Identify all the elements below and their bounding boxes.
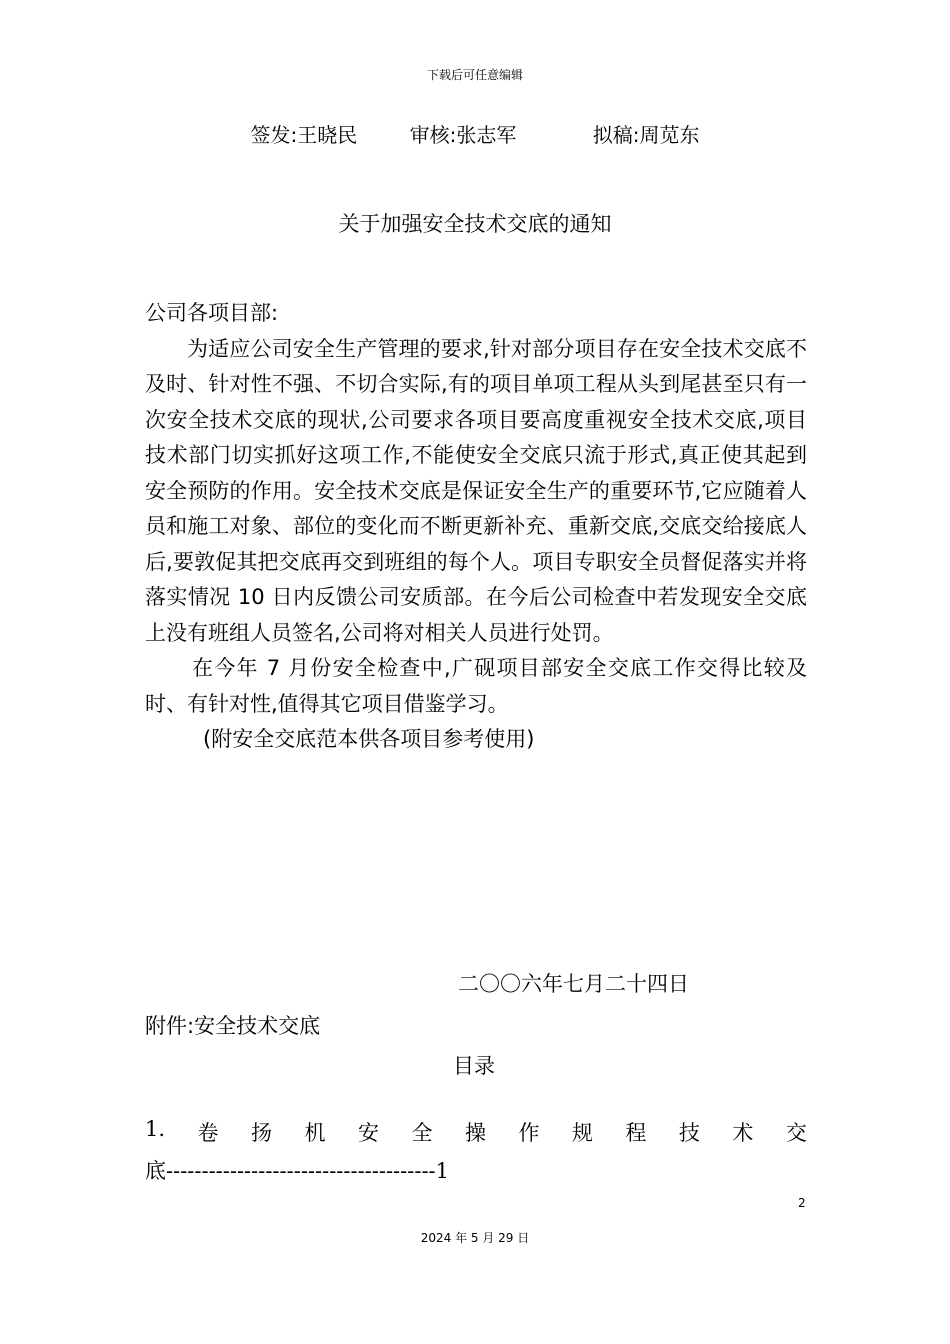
signers-line (0, 119, 950, 148)
page-number: 2 (798, 1196, 806, 1210)
toc-item-1-continuation[interactable]: 底--------------------------------------1 (145, 1159, 449, 1183)
toc-char: 交 (785, 1121, 807, 1145)
salutation: 公司各项目部: (145, 301, 279, 325)
toc-char: 全 (411, 1121, 433, 1145)
paragraph-1: 为适应公司安全生产管理的要求,针对部分项目存在安全技术交底不及时、针对性不强、不切合实际,有的项目单项工程从头到尾甚至只有一次安全技术交底的现状,公司要求各项目要高度重视安全技术交底,项目技术部门切实抓好这项工作,不能使安全交底只流于形式,真正使其起到安全预防的作用。安全技术交底是保证安全生产的重要环节,它应随着人员和施工对象、部位的变化而不断更新补充、重新交底,交底交给接底人后,要敦促其把交底再交到班组的每个人。项目专职安全员督促落实并将落实情况 10 日内反馈公司安质部。在今后公司检查中若发现安全交底上没有班组人员签名,公司将对相关人员进行处罚。 (145, 336, 807, 645)
reviewer: 审核:张志军 (409, 123, 517, 147)
toc-title: 目录 (453, 1054, 495, 1078)
toc-char: 技 (678, 1121, 700, 1145)
header-note: 下载后可任意编辑 (426, 68, 523, 82)
drafter: 拟稿:周苋东 (592, 123, 700, 147)
issuer: 签发:王晓民 (250, 123, 358, 147)
document-body (145, 296, 807, 758)
attachment-note: (附安全交底范本供各项目参考使用) (203, 727, 535, 751)
document-date: 二〇〇六年七月二十四日 (458, 972, 689, 996)
attachment-label: 附件:安全技术交底 (145, 1014, 321, 1038)
toc-char: 作 (518, 1121, 540, 1145)
toc-char: 规 (571, 1121, 593, 1145)
toc-char: 操 (464, 1121, 486, 1145)
toc-char: 术 (732, 1121, 754, 1145)
paragraph-2: 在今年 7 月份安全检查中,广砚项目部安全交底工作交得比较及时、有针对性,值得其它项目借鉴学习。 (145, 656, 807, 716)
footer-date: 2024 年 5 月 29 日 (420, 1231, 530, 1245)
toc-item-number: 1. (145, 1117, 166, 1141)
toc-char: 机 (304, 1121, 326, 1145)
toc-char: 卷 (197, 1121, 219, 1145)
toc-char: 扬 (251, 1121, 273, 1145)
toc-item-1[interactable] (145, 1117, 807, 1147)
toc-char: 程 (625, 1121, 647, 1145)
document-title: 关于加强安全技术交底的通知 (338, 212, 612, 236)
toc-char: 安 (357, 1121, 379, 1145)
